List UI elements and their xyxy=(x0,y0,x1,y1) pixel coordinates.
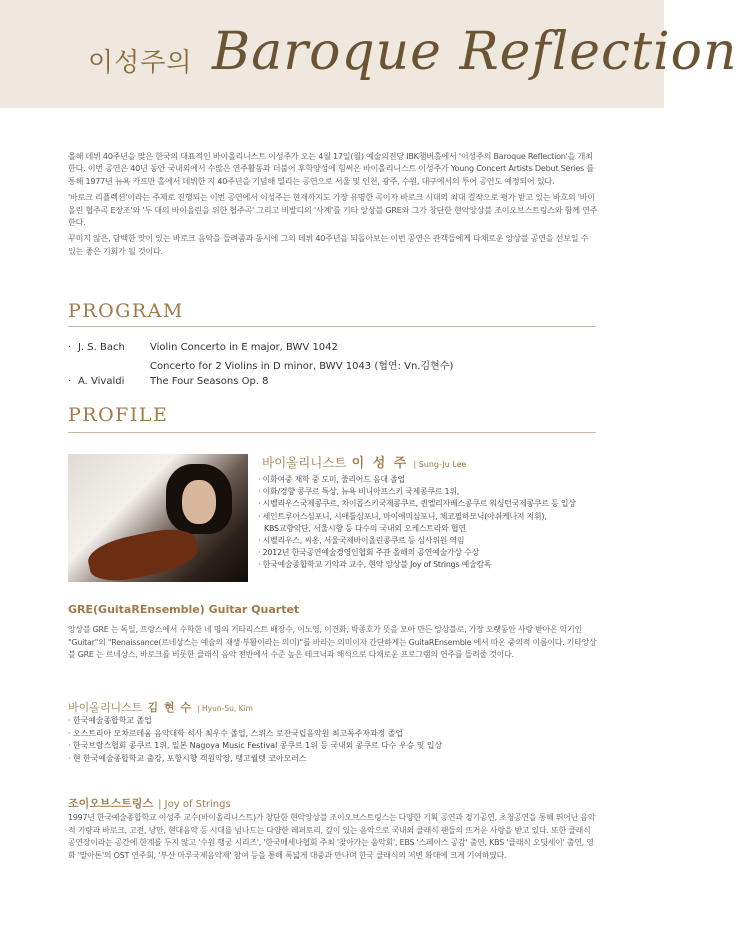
violinist-photo xyxy=(68,454,248,582)
program-work: Violin Concerto in E major, BWV 1042 xyxy=(150,342,338,353)
list-item: · 이화/경향 콩쿠르 특상, 뉴욕 비니아프스키 국제콩쿠르 1위, xyxy=(258,487,460,497)
program-composer: J. S. Bach xyxy=(78,342,125,353)
title-korean: 이성주의 xyxy=(88,48,193,78)
violinist-label: 바이올리니스트 xyxy=(262,455,347,470)
kim-label: 바이올리니스트 xyxy=(68,701,143,714)
list-item: · 오스트리아 모차르테움 음악대학 석사 최우수 졸업, 스위스 로잔국립음악원 최고독주자과정 졸업 xyxy=(68,728,403,738)
joy-name-en: | Joy of Strings xyxy=(158,799,231,810)
list-item: · 시벨리우스, 씨옹, 서울국제바이올린콩쿠르 등 심사위원 역임 xyxy=(258,536,465,546)
photo-violin xyxy=(85,523,201,587)
list-item: · 현 한국예술종합학교 출강, 포항시향 객원악장, 탱고퀄텟 코아모러스 xyxy=(68,753,307,763)
program-work: Concerto for 2 Violins in D minor, BWV 1043 (협연: Vn.김현수) xyxy=(150,361,454,372)
program-bullet: · xyxy=(68,342,72,353)
list-item: · 한국예술종합학교 졸업 xyxy=(68,716,152,725)
intro-paragraph: 올해 데뷔 40주년을 맞은 한국의 대표적인 바이올리니스트 이성주가 오는 4월 17일(월) 예술의전당 IBK챔버홀에서 '이성주의 Baroque Reflection'을 개최한다. 이번 공연은 40년 동안 국내외에서 수많은 연주활동과 더불어 후학양성에 힘써온 바이올리니스트 이성주가 Young Concert Artists Debut Series 를 통해 1977년 뉴욕 카프만 홀에서 데뷔한 지 40주년을 기념해 열리는 공연으로 서울 및 인천, 광주, 수원, 대구에서의 투어 공연도 예정되어 있다. xyxy=(68,151,594,186)
joy-text: 1997년 한국예술종합학교 이성주 교수(바이올리니스트)가 창단한 현악앙상블 조이오브스트링스는 다양한 기획 공연과 정기공연, 초청공연을 통해 뛰어난 음악적 기량과 바로크, 고전, 낭만, 현대음악 등 시대를 넘나드는 다양한 레퍼토리, 깊이 있는 음악으로 국내외 클래식 팬들의 뜨거운 사랑을 받고 있다. 또한 클래식 공연장이라는 공간에 한계를 두지 않고 '수원 행궁 시리즈', '한국메세나협회 주최 '찾아가는 음악회', EBS '스페이스 공감' 출연, KBS '클래식 오딧세이' 출연, 영화 '말아톤'의 OST 연주회, '부산 마루국제음악제' 참여 등을 통해 폭넓게 대중과 만나며 한국 클래식의 저변 확대에 크게 기여하였다. xyxy=(68,813,596,860)
list-item: · 시벨리우스국제콩쿠르, 차이콥스키국제콩쿠르, 퀸엘리자베스콩쿠르 워싱턴국제콩쿠르 등 입상 xyxy=(258,499,576,509)
list-item: · 2012년 한국공연예술경영인협회 주관 올해의 공연예술가상 수상 xyxy=(258,548,479,558)
gre-text: 앙상블 GRE 는 독일, 프랑스에서 수학한 네 명의 기타리스트 배장수, 이노영, 이건화, 박종호가 뜻을 모아 만든 앙상블로, 가장 오랫동안 사랑 받아온 악기인 "Guitar"의 "Renaissance(르네상스는 예술의 재생·부활이라는 의미)"를 바라는 의미이자 간단하게는 GuitaREnsemble 에서 따온 중의적 이름이다. 기타앙상블 GRE 는 르네상스, 바로크를 비롯한 클래식 음악 전반에서 수준 높은 테크닉과 해석으로 다채로운 프로그램의 연주를 들려줄 것이다. xyxy=(68,625,597,660)
kim-name-en: | Hyun-Su, Kim xyxy=(197,704,253,713)
joy-label: 조이오브스트링스 xyxy=(68,797,154,810)
program-heading: PROGRAM xyxy=(68,300,184,322)
photo-face xyxy=(182,480,216,524)
intro-text xyxy=(68,150,598,261)
header-banner xyxy=(0,0,737,108)
program-bullet: · xyxy=(68,376,72,387)
kim-name: 김 현 수 xyxy=(147,701,193,714)
program-work: The Four Seasons Op. 8 xyxy=(150,376,269,387)
kim-bio-list xyxy=(68,715,442,765)
list-item: · 이화여중 재학 중 도미, 줄리어드 음대 졸업 xyxy=(258,475,405,484)
intro-paragraph: '바로크 리플렉션'이라는 주제로 진행되는 이번 공연에서 이성주는 현재까지도 가장 유명한 곡이자 바로크 시대의 최대 걸작으로 평가 받고 있는 바흐의 '바이올린 협주곡 E장조'와 '두 대의 바이올린을 위한 협주곡' 그리고 비발디의 '사계'를 기타 앙상블 GRE와 그가 창단한 현악앙상블 조이오브스트링스와 함께 연주한다. xyxy=(68,192,598,228)
intro-paragraph: 꾸미지 않은, 담백한 맛이 있는 바로크 음악을 들려줌과 동시에 그의 데뷔 40주년을 되돌아보는 이번 공연은 관객들에게 다채로운 앙상블 공연을 선보일 수 있는 좋은 기회가 될 것이다. xyxy=(68,233,589,256)
list-item: KBS교향악단, 서울시향 등 다수의 국내외 오케스트라와 협연 xyxy=(264,523,466,533)
violinist-name: 이 성 주 xyxy=(351,456,409,471)
violinist-bio-list xyxy=(258,474,608,572)
profile-divider xyxy=(68,432,596,433)
violinist-name-en: | Sung-Ju Lee xyxy=(413,460,467,469)
profile-heading: PROFILE xyxy=(68,404,169,426)
violinist-heading xyxy=(262,452,466,471)
title-english: Baroque Reflection xyxy=(212,22,737,82)
list-item: · 한국브람스협회 콩쿠르 1위, 일본 Nagoya Music Festival 콩쿠르 1위 등 국내외 콩쿠르 다수 우승 및 입상 xyxy=(68,741,443,750)
kim-heading xyxy=(68,696,253,715)
program-divider xyxy=(68,326,596,327)
program-composer: A. Vivaldi xyxy=(78,376,125,387)
list-item: · 세인트루이스심포니, 시애틀심포니, 마이애미심포니, 체코필하모닉(아쉬케나지 지휘), xyxy=(258,511,547,521)
joy-heading xyxy=(68,792,231,811)
list-item: · 한국예술종합학교 기악과 교수, 현악 앙상블 Joy of Strings 예술감독 xyxy=(258,560,492,570)
gre-heading: GRE(GuitaREnsemble) Guitar Quartet xyxy=(68,603,300,616)
